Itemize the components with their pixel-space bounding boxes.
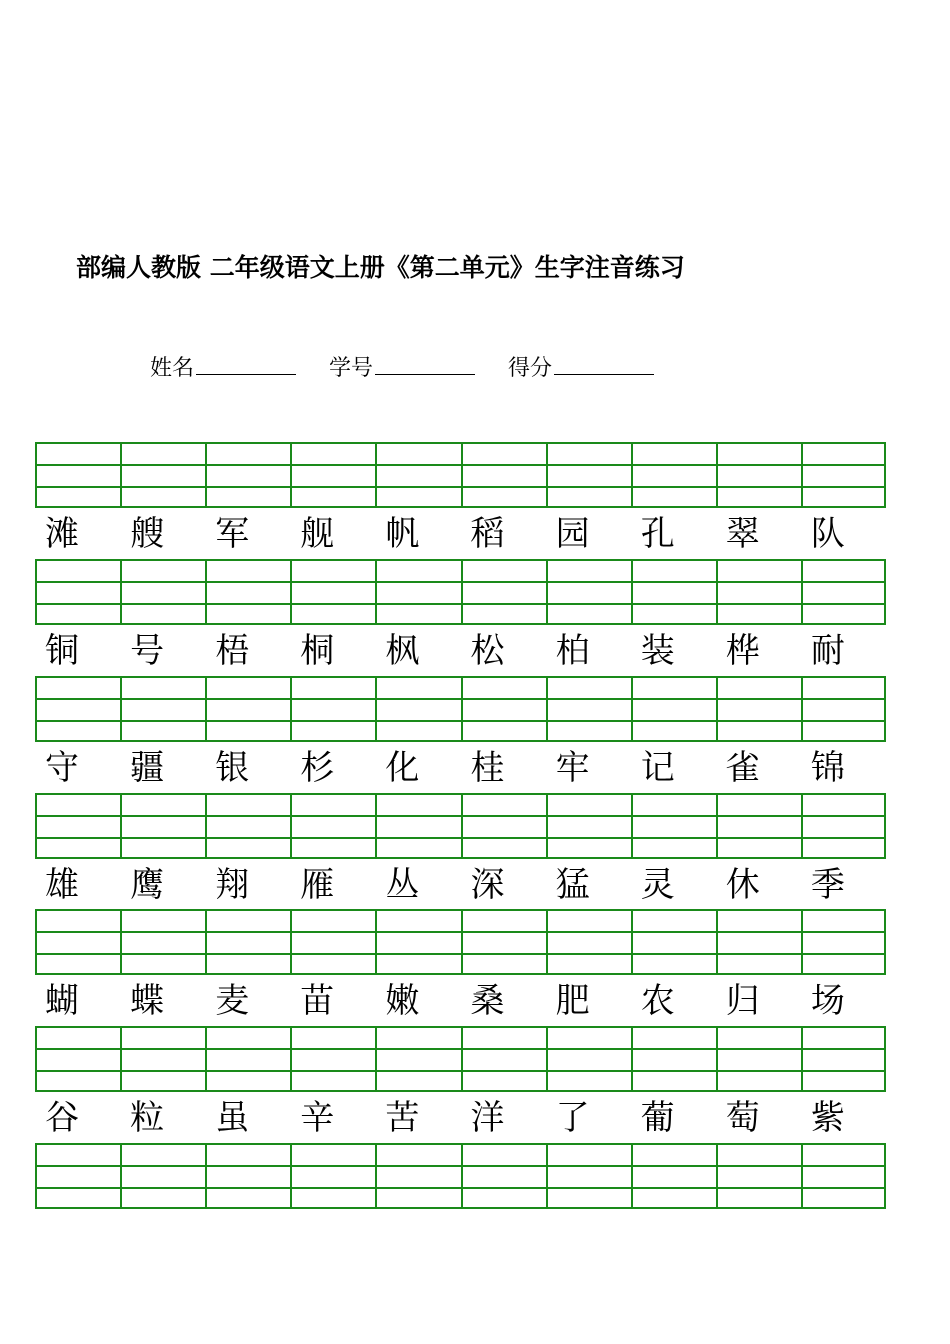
grid-column-divider bbox=[290, 1028, 292, 1090]
grid-column-divider bbox=[290, 561, 292, 623]
grid-column-divider bbox=[375, 444, 377, 506]
grid-column-divider bbox=[801, 1145, 803, 1207]
hanzi-character: 军 bbox=[215, 514, 250, 554]
score-blank[interactable] bbox=[554, 352, 654, 375]
hanzi-character: 滩 bbox=[45, 514, 79, 554]
grid-column-divider bbox=[631, 911, 633, 973]
grid-column-divider bbox=[290, 911, 292, 973]
grid-column-divider bbox=[801, 444, 803, 506]
hanzi-character: 园 bbox=[555, 514, 590, 554]
hanzi-character: 谷 bbox=[45, 1098, 79, 1138]
grid-column-divider bbox=[290, 795, 292, 857]
grid-column-divider bbox=[375, 911, 377, 973]
grid-column-divider bbox=[375, 561, 377, 623]
grid-column-divider bbox=[631, 1028, 633, 1090]
hanzi-character: 杉 bbox=[300, 748, 335, 788]
grid-column-divider bbox=[716, 678, 718, 740]
hanzi-character: 记 bbox=[640, 748, 675, 788]
hanzi-character: 翔 bbox=[215, 865, 250, 905]
hanzi-character: 桂 bbox=[470, 748, 505, 788]
pinyin-grid-1[interactable] bbox=[35, 442, 886, 508]
pinyin-grid-3[interactable] bbox=[35, 676, 886, 742]
hanzi-character: 铜 bbox=[45, 631, 79, 671]
character-row-5 bbox=[35, 976, 886, 1026]
grid-column-divider bbox=[290, 444, 292, 506]
grid-column-divider bbox=[205, 795, 207, 857]
grid-column-divider bbox=[120, 1028, 122, 1090]
grid-column-divider bbox=[801, 678, 803, 740]
hanzi-character: 蝴 bbox=[45, 981, 79, 1021]
score-field[interactable] bbox=[508, 352, 654, 385]
grid-column-divider bbox=[120, 561, 122, 623]
character-row-6 bbox=[35, 1093, 886, 1143]
grid-column-divider bbox=[801, 1028, 803, 1090]
hanzi-character: 蝶 bbox=[130, 981, 165, 1021]
hanzi-character: 归 bbox=[725, 981, 760, 1021]
hanzi-character: 休 bbox=[725, 865, 760, 905]
grid-column-divider bbox=[546, 444, 548, 506]
hanzi-character: 桦 bbox=[725, 631, 760, 671]
grid-column-divider bbox=[290, 1145, 292, 1207]
hanzi-character: 农 bbox=[640, 981, 675, 1021]
grid-column-divider bbox=[205, 1028, 207, 1090]
grid-column-divider bbox=[631, 795, 633, 857]
hanzi-character: 耐 bbox=[810, 631, 845, 671]
name-blank[interactable] bbox=[196, 352, 296, 375]
character-row-2 bbox=[35, 626, 886, 676]
hanzi-character: 辛 bbox=[300, 1098, 335, 1138]
grid-column-divider bbox=[120, 1145, 122, 1207]
hanzi-character: 装 bbox=[640, 631, 675, 671]
hanzi-character: 稻 bbox=[470, 514, 505, 554]
hanzi-character: 萄 bbox=[725, 1098, 760, 1138]
grid-column-divider bbox=[205, 911, 207, 973]
character-row-1 bbox=[35, 509, 886, 559]
hanzi-character: 紫 bbox=[810, 1098, 845, 1138]
hanzi-character: 号 bbox=[130, 631, 165, 671]
grid-column-divider bbox=[546, 678, 548, 740]
grid-column-divider bbox=[546, 911, 548, 973]
hanzi-character: 疆 bbox=[130, 748, 165, 788]
grid-column-divider bbox=[205, 1145, 207, 1207]
hanzi-character: 锦 bbox=[810, 748, 845, 788]
number-blank[interactable] bbox=[375, 352, 475, 375]
pinyin-grid-5[interactable] bbox=[35, 909, 886, 975]
hanzi-character: 梧 bbox=[215, 631, 250, 671]
grid-column-divider bbox=[801, 561, 803, 623]
hanzi-character: 鹰 bbox=[130, 865, 165, 905]
hanzi-character: 桑 bbox=[470, 981, 505, 1021]
grid-column-divider bbox=[290, 678, 292, 740]
grid-column-divider bbox=[546, 561, 548, 623]
hanzi-character: 了 bbox=[555, 1098, 590, 1138]
hanzi-character: 粒 bbox=[130, 1098, 165, 1138]
hanzi-character: 雁 bbox=[300, 865, 335, 905]
grid-column-divider bbox=[716, 1028, 718, 1090]
grid-column-divider bbox=[716, 1145, 718, 1207]
pinyin-grid-6[interactable] bbox=[35, 1026, 886, 1092]
grid-column-divider bbox=[801, 911, 803, 973]
hanzi-character: 深 bbox=[470, 865, 505, 905]
hanzi-character: 守 bbox=[45, 748, 79, 788]
grid-column-divider bbox=[461, 678, 463, 740]
hanzi-character: 虽 bbox=[215, 1098, 250, 1138]
grid-column-divider bbox=[716, 561, 718, 623]
grid-column-divider bbox=[120, 911, 122, 973]
grid-column-divider bbox=[631, 444, 633, 506]
grid-column-divider bbox=[461, 1028, 463, 1090]
grid-column-divider bbox=[120, 444, 122, 506]
grid-column-divider bbox=[716, 911, 718, 973]
student-info bbox=[150, 352, 680, 385]
hanzi-character: 孔 bbox=[640, 514, 675, 554]
number-field[interactable] bbox=[329, 352, 475, 385]
hanzi-character: 舰 bbox=[300, 514, 335, 554]
grid-column-divider bbox=[461, 561, 463, 623]
grid-column-divider bbox=[461, 911, 463, 973]
name-field[interactable] bbox=[150, 352, 296, 385]
grid-column-divider bbox=[375, 678, 377, 740]
grid-column-divider bbox=[716, 444, 718, 506]
name-label: 姓名 bbox=[150, 356, 195, 381]
grid-column-divider bbox=[546, 1145, 548, 1207]
hanzi-character: 枫 bbox=[385, 631, 420, 671]
hanzi-character: 丛 bbox=[385, 865, 420, 905]
hanzi-character: 灵 bbox=[640, 865, 675, 905]
hanzi-character: 季 bbox=[810, 865, 845, 905]
pinyin-grid-7[interactable] bbox=[35, 1143, 886, 1209]
grid-column-divider bbox=[205, 678, 207, 740]
hanzi-character: 艘 bbox=[130, 514, 165, 554]
grid-column-divider bbox=[801, 795, 803, 857]
grid-column-divider bbox=[631, 678, 633, 740]
grid-column-divider bbox=[375, 795, 377, 857]
hanzi-character: 肥 bbox=[555, 981, 590, 1021]
character-row-3 bbox=[35, 743, 886, 793]
hanzi-character: 雄 bbox=[45, 865, 79, 905]
hanzi-character: 苦 bbox=[385, 1098, 420, 1138]
grid-column-divider bbox=[205, 444, 207, 506]
grid-column-divider bbox=[120, 795, 122, 857]
hanzi-character: 翠 bbox=[725, 514, 760, 554]
grid-column-divider bbox=[375, 1028, 377, 1090]
hanzi-character: 葡 bbox=[640, 1098, 675, 1138]
hanzi-character: 桐 bbox=[300, 631, 335, 671]
grid-column-divider bbox=[546, 795, 548, 857]
grid-column-divider bbox=[120, 678, 122, 740]
score-label: 得分 bbox=[508, 356, 553, 381]
pinyin-grid-2[interactable] bbox=[35, 559, 886, 625]
hanzi-character: 化 bbox=[385, 748, 420, 788]
hanzi-character: 牢 bbox=[555, 748, 590, 788]
grid-column-divider bbox=[461, 1145, 463, 1207]
grid-column-divider bbox=[546, 1028, 548, 1090]
hanzi-character: 洋 bbox=[470, 1098, 505, 1138]
hanzi-character: 柏 bbox=[555, 631, 590, 671]
hanzi-character: 场 bbox=[810, 981, 845, 1021]
hanzi-character: 银 bbox=[215, 748, 250, 788]
number-label: 学号 bbox=[329, 356, 374, 381]
worksheet-title: 部编人教版 二年级语文上册《第二单元》生字注音练习 bbox=[76, 253, 685, 282]
hanzi-character: 麦 bbox=[215, 981, 250, 1021]
grid-column-divider bbox=[631, 561, 633, 623]
grid-column-divider bbox=[375, 1145, 377, 1207]
grid-column-divider bbox=[461, 795, 463, 857]
pinyin-grid-4[interactable] bbox=[35, 793, 886, 859]
hanzi-character: 帆 bbox=[385, 514, 420, 554]
hanzi-character: 队 bbox=[810, 514, 845, 554]
hanzi-character: 松 bbox=[470, 631, 505, 671]
grid-column-divider bbox=[205, 561, 207, 623]
character-row-4 bbox=[35, 860, 886, 910]
hanzi-character: 嫩 bbox=[385, 981, 420, 1021]
hanzi-character: 雀 bbox=[725, 748, 760, 788]
hanzi-character: 猛 bbox=[555, 865, 590, 905]
grid-column-divider bbox=[716, 795, 718, 857]
hanzi-character: 苗 bbox=[300, 981, 335, 1021]
grid-column-divider bbox=[631, 1145, 633, 1207]
grid-column-divider bbox=[461, 444, 463, 506]
